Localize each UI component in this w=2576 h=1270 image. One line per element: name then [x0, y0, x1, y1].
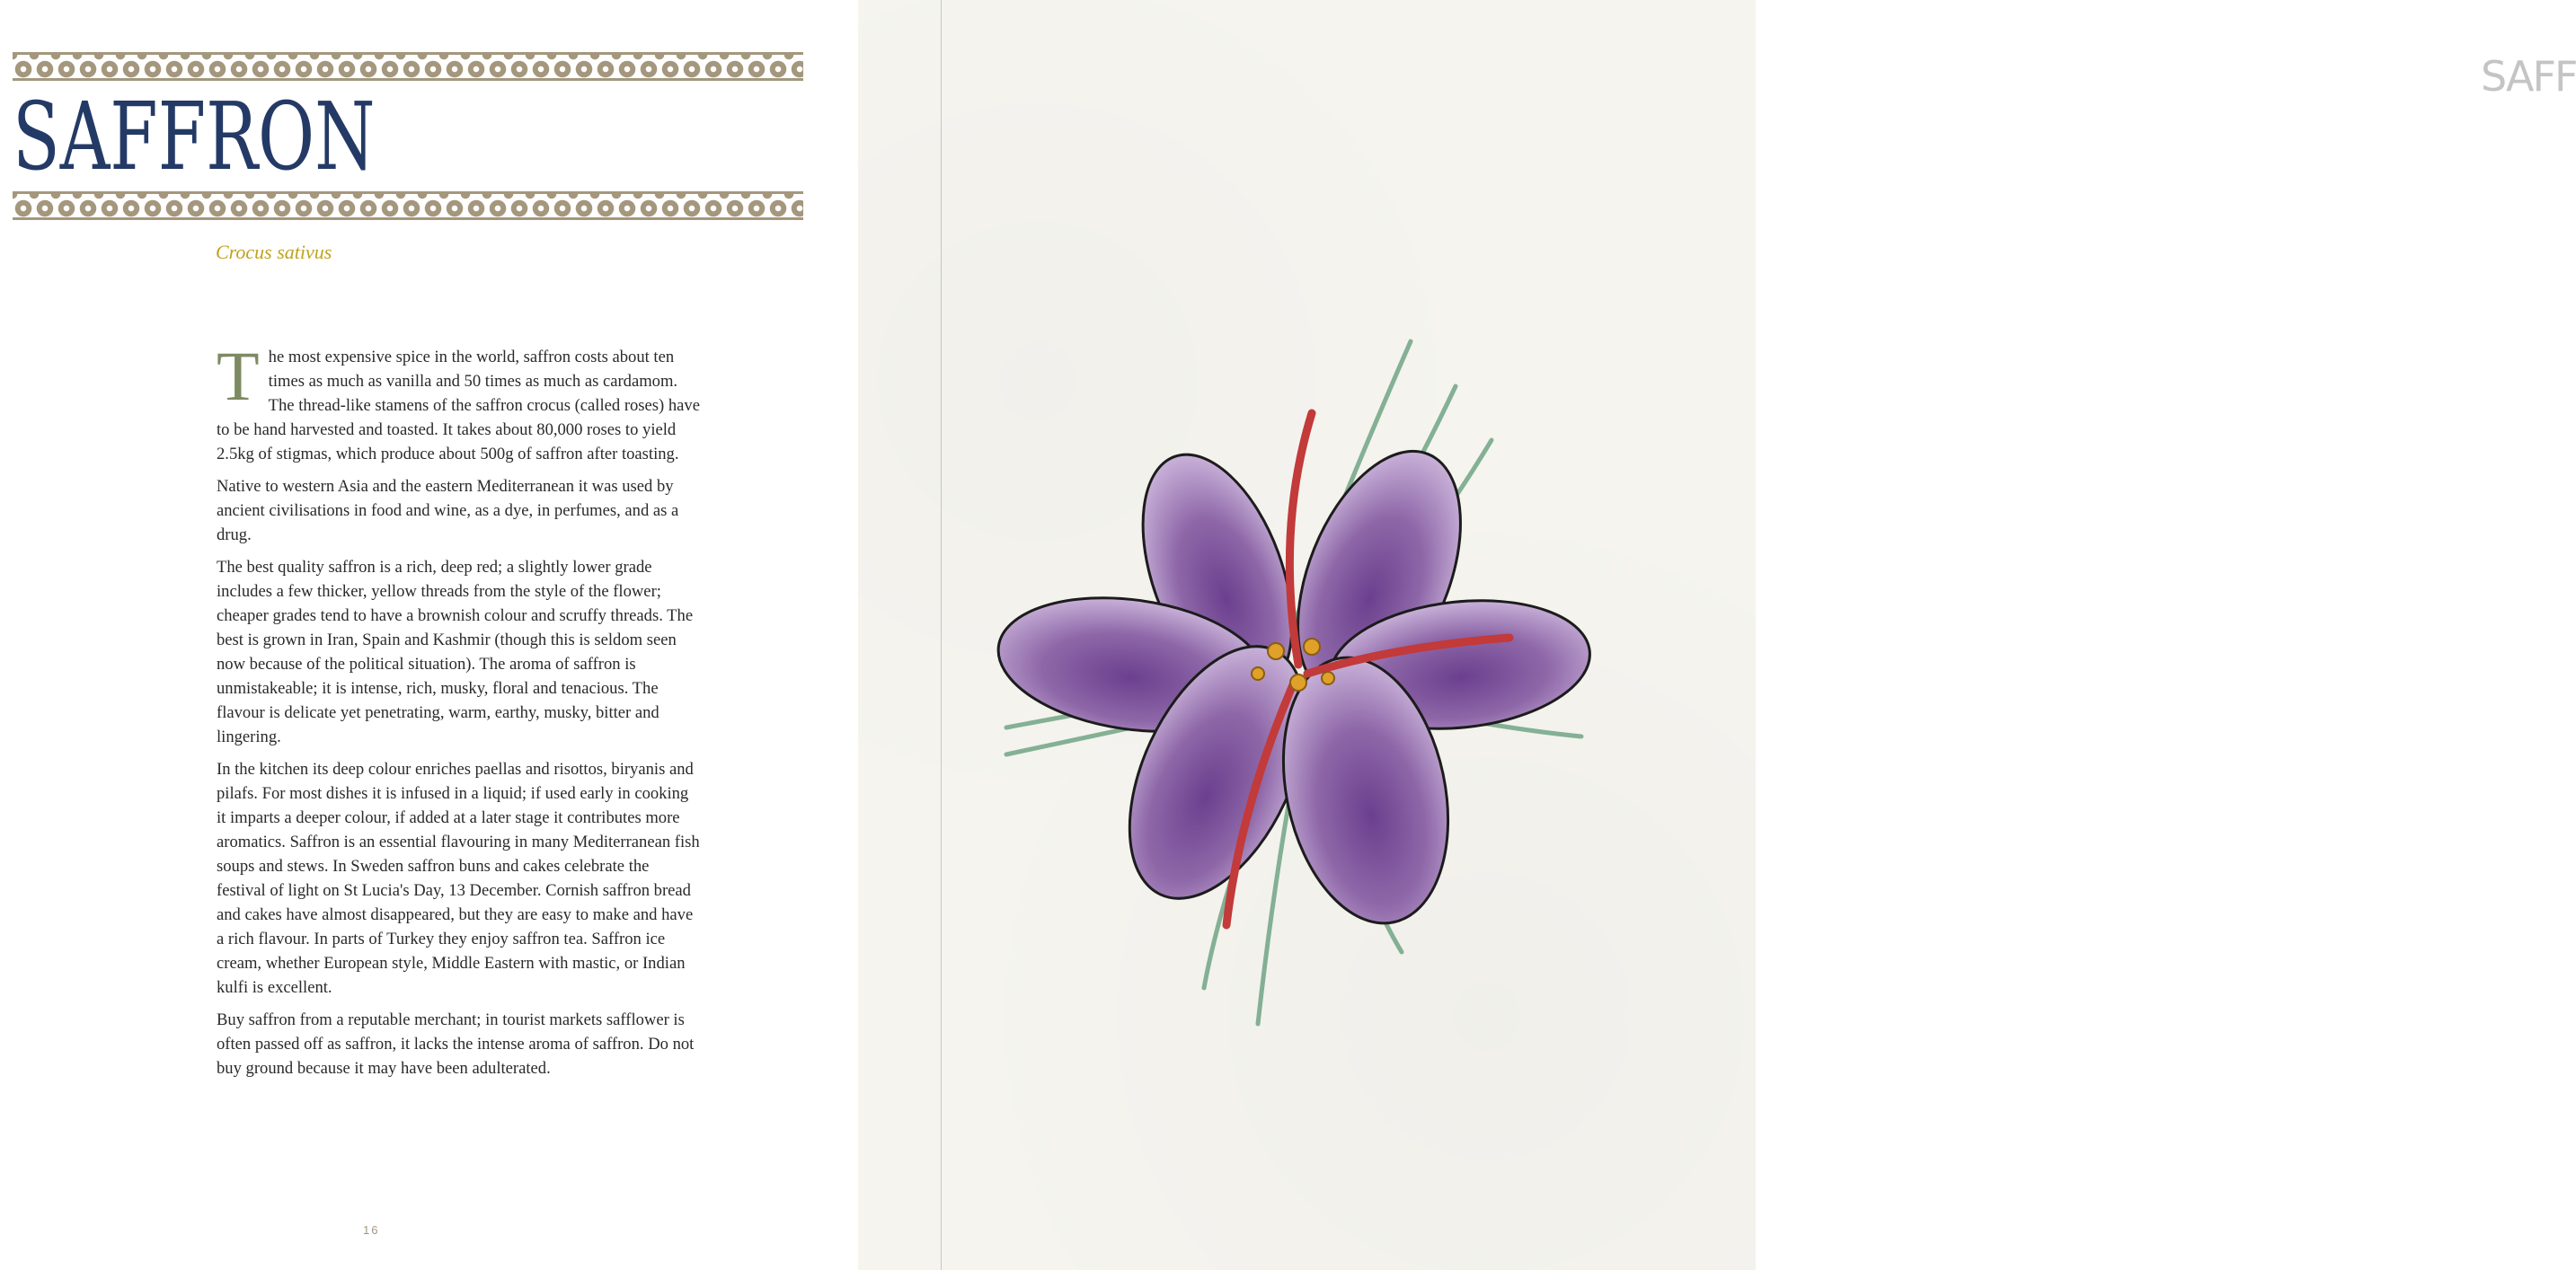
page-number: 16 — [363, 1223, 380, 1237]
ornamental-border-top — [13, 52, 803, 81]
paragraph-2: Native to western Asia and the eastern Mediterranean it was used by ancient civilisations in food and wine, as a dye, in perfumes, and as a drug. — [217, 477, 679, 544]
latin-name: Crocus sativus — [216, 241, 332, 263]
paragraph-1-text: he most expensive spice in the world, saffron costs about ten times as much as vanilla and 50 times as much as cardamom. The thread-like stamens of the saffron crocus (called roses) have to be hand harvested and toasted. It takes about 80,000 roses to yield 2.5kg of stigmas, which produce about 500g of saffron after toasting. — [217, 348, 700, 463]
crocus-flower-icon — [988, 305, 1617, 1042]
paper-fold-line — [941, 0, 942, 1270]
paragraph-5: Buy saffron from a reputable merchant; in tourist markets safflower is often passed off as saffron, it lacks the intense aroma of saffron. Do not buy ground because it may have been adulterated. — [217, 1010, 695, 1078]
pencil-note: SAFF — [2481, 52, 2576, 101]
left-page — [0, 0, 858, 1270]
paragraph-4: In the kitchen its deep colour enriches paellas and risottos, biryanis and pilafs. For most dishes it is infused in a liquid; if used early in cooking it imparts a deeper colour, if added at a later stage it contributes more aromatics. Saffron is an essential flavouring in many Mediterranean fish soups and stews. In Sweden saffron buns and cakes celebrate the festival of light on St Lucia's Day, 13 December. Cornish saffron bread and cakes have almost disappeared, but they are easy to make and have a rich flavour. In parts of Turkey they enjoy saffron tea. Saffron ice cream, whether European style, Middle Eastern with mastic, or Indian kulfi is excellent. — [217, 760, 700, 997]
ornamental-border-bottom — [13, 191, 803, 220]
paragraph-3: The best quality saffron is a rich, deep red; a slightly lower grade includes a few thicker, yellow threads from the style of the flower; cheaper grades tend to have a brownish colour and scruffy threads. The best is grown in Iran, Spain and Kashmir (though this is seldom seen now because of the political situation). The aroma of saffron is unmistakeable; it is intense, rich, musky, floral and tenacious. The flavour is delicate yet penetrating, warm, earthy, musky, bitter and lingering. — [217, 558, 694, 746]
article-body — [217, 337, 702, 1089]
page-title: SAFFRON — [13, 82, 376, 191]
paragraph-1 — [217, 337, 702, 466]
drop-cap: T — [217, 337, 260, 415]
